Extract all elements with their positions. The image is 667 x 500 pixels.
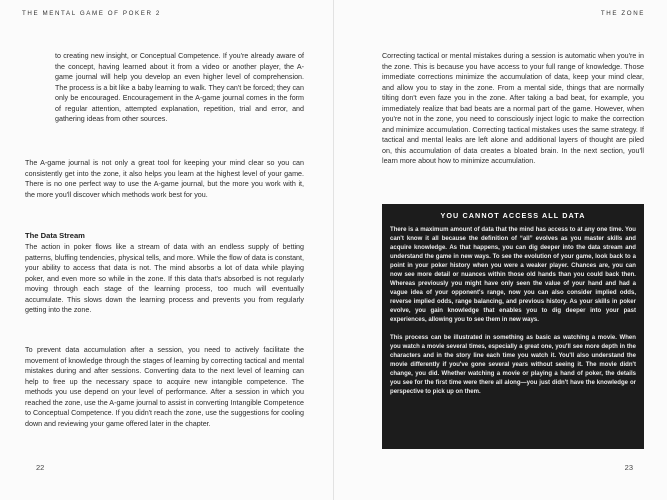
body-paragraph <box>25 158 304 200</box>
paragraph-text: The action in poker flows like a stream of data with an endless supply of betting patterns, bluffing tendencies, physical tells, and more. While the flow of data is constant, your ability to access that data is not. The mind absorbs a lot of data while playing poker, and even more so while in the zone. If this data that's absorbed is not regularly moving through each stage of the learning process, too much will eventually accumulate. This slows down the learning process and prevents you from regularly getting into the zone. <box>25 243 304 315</box>
running-head-left: THE MENTAL GAME OF POKER 2 <box>22 10 161 17</box>
paragraph-text: To prevent data accumulation after a session, you need to actively facilitate the movement of knowledge through the stages of learning by correcting tactical and mental mistakes during and after sessions. Converting data to the next level of learning can help to free up the necessary space to acquire new intangible competence. The methods you use depend on your level of performance. After a session in which you reached the zone, use the A-game journal to assist in converting Intangible Competence to Conceptual Competence. If you didn't reach the zone, use the suggestions for cooling down and reviewing your game offered later in the chapter. <box>25 346 304 428</box>
right-page <box>334 0 667 500</box>
body-paragraph <box>25 242 304 316</box>
page-number-left: 22 <box>36 463 45 472</box>
sidebar-paragraph: This process can be illustrated in something as basic as watching a movie. When you watch a movie several times, especially a great one, you'll see more depth in the characters and in the story line each time you watch it. You'll also understand the movie differently if you've gone several years without seeing it. The movie didn't change, you did. Whether watching a movie or playing a hand of poker, the details you see for the first time were there all along—you just didn't have the knowledge or perspective to pick up on them. <box>390 334 636 395</box>
paragraph-text: Correcting tactical or mental mistakes during a session is automatic when you're in the zone. This is because you have access to your full range of knowledge. Those immediate corrections minimize the accumulation of data, keep your mind clear, and allow you to stay in the zone. From a mental side, things that are normally tilting don't even faze you in the zone. After taking a bad beat, for example, you immediately realize that bad beats are a normal part of the game. However, when you're not in the zone, you need to consciously inject logic to make the correction and minimize accumulation. Correcting tactical mistakes uses the same strategy. If tactical and mental leaks are left alone and additional layers of thought are piled on, this accumulation of data creates a bloated brain. In the next section, you'll learn more about how to minimize accumulation. <box>382 52 644 166</box>
sidebar-body <box>390 226 636 397</box>
paragraph-text: The A-game journal is not only a great tool for keeping your mind clear so you can consistently get into the zone, it also helps you learn at the highest level of your game. There is no one perfect way to use the A-game journal, but the more you work with it, the more you'll discover which methods work best for you. <box>25 159 304 199</box>
page-number-right: 23 <box>624 463 633 472</box>
running-head-right: THE ZONE <box>600 10 645 17</box>
indented-paragraph <box>55 51 304 125</box>
left-page <box>0 0 333 500</box>
body-paragraph <box>25 345 304 429</box>
sidebar-title: YOU CANNOT ACCESS ALL DATA <box>440 211 586 220</box>
sidebar-paragraph: There is a maximum amount of data that the mind has access to at any one time. You can't know it all because the definition of “all” evolves as you master skills and acquire knowledge. As that happens, you can dig deeper into the data stream and understand the game in new ways. To see the evolution of your game, look back to a point in your poker history when you were a weaker player. Chances are, you can now see more detail or nuances within those old hands than you could back then. Whereas previously you might have only seen the value of your hand and had a vague idea of your opponent's range, now you can also consider implied odds, reverse implied odds, range balancing, and previous history. As your skills in poker evolve, you gain knowledge that enables you to dig deeper into your past experiences, allowing you to see them in new ways. <box>390 227 636 324</box>
paragraph-text: to creating new insight, or Conceptual Competence. If you're already aware of the concept, having learned about it from a video or another player, the A-game journal will help you develop an even higher level of comprehension. The process is a bit like a baby learning to walk. They can't be forced; they can only be encouraged. Encouragement in the A-game journal comes in the form of regular attention, attempted explanation, repetition, trial and error, and gathering ideas from other sources. <box>55 52 304 124</box>
body-paragraph <box>382 51 644 167</box>
sidebar-box <box>382 204 644 449</box>
section-heading: The Data Stream <box>25 231 85 240</box>
